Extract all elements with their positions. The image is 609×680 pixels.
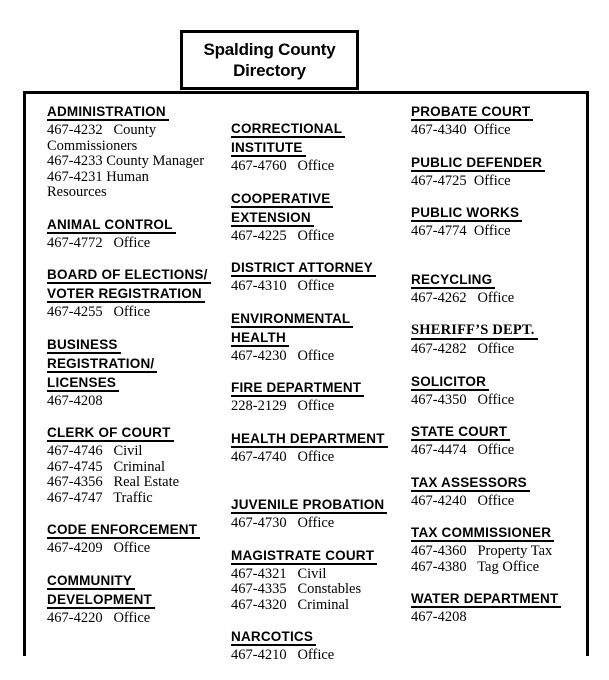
department-heading-line (47, 217, 231, 234)
phone-entry: 467-4746 Civil (47, 443, 143, 459)
department-heading-text: JUVENILE PROBATION (231, 497, 387, 514)
directory-title-line-2: Directory (233, 61, 306, 80)
phone-entry: 467-4282 Office (411, 341, 515, 357)
department-section (411, 104, 589, 139)
phone-entry: 467-4320 Criminal (231, 596, 350, 613)
phone-entry: 467-4210 Office (231, 647, 335, 663)
phone-entry: 467-4745 Criminal (47, 458, 166, 475)
department-section (411, 322, 589, 358)
phone-entry: 467-4208 (47, 392, 103, 409)
phone-entry: 467-4725 Office (411, 172, 511, 189)
department-section (231, 121, 411, 175)
department-section (411, 205, 589, 240)
phone-entry: 467-4310 Office (231, 278, 335, 294)
phone-entry: 467-4340 Office (411, 122, 511, 138)
department-heading-text: LICENSES (47, 375, 119, 392)
phone-entry: 467-4380 Tag Office (411, 558, 540, 575)
department-heading-text: CLERK OF COURT (47, 425, 174, 442)
phone-entry: 467-4225 Office (231, 227, 335, 244)
department-heading-text: REGISTRATION/ (47, 356, 157, 373)
department-heading-text: STATE COURT (411, 424, 510, 441)
department-heading-line (231, 311, 411, 328)
department-heading-line (231, 330, 411, 347)
phone-entry: 467-4231 Human (47, 168, 149, 185)
department-section (47, 104, 231, 201)
phone-entry: 467-4255 Office (47, 304, 151, 320)
department-heading-text: SHERIFF’S DEPT. (411, 323, 538, 340)
department-heading-line (47, 592, 231, 609)
phone-entry: 467-4740 Office (231, 448, 335, 465)
department-heading-line (411, 374, 589, 391)
department-heading-line (231, 121, 411, 138)
department-section (47, 267, 231, 321)
phone-entry: 467-4220 Office (47, 609, 151, 626)
phone-entry: 467-4760 Office (231, 158, 335, 174)
department-heading-text: TAX ASSESSORS (411, 475, 530, 492)
department-heading-line (411, 155, 589, 172)
department-heading-text: WATER DEPARTMENT (411, 591, 561, 608)
department-section (47, 522, 231, 557)
department-heading-line (411, 205, 589, 222)
directory-listing-box (23, 91, 589, 663)
phone-entry: 467-4232 County (47, 122, 157, 138)
phone-entry: 467-4774 Office (411, 223, 511, 239)
department-section (411, 155, 589, 190)
department-heading-line (231, 210, 411, 227)
department-heading-text: TAX COMMISSIONER (411, 525, 554, 542)
department-heading-line (411, 591, 589, 608)
department-section (231, 548, 411, 614)
department-heading-text: SOLICITOR (411, 374, 489, 391)
department-section (231, 497, 411, 532)
department-heading-text: FIRE DEPARTMENT (231, 380, 364, 397)
department-section (411, 475, 589, 510)
phone-entry: 228-2129 Office (231, 398, 335, 414)
department-section (47, 217, 231, 252)
phone-entry: 467-4209 Office (47, 540, 151, 556)
phone-entry: 467-4240 Office (411, 492, 515, 509)
directory-column-2 (231, 94, 411, 680)
department-heading-text: BUSINESS (47, 337, 121, 354)
department-section (231, 311, 411, 365)
department-heading-text: RECYCLING (411, 272, 495, 289)
department-section (231, 191, 411, 245)
department-heading-line (411, 475, 589, 492)
department-heading-text: INSTITUTE (231, 140, 306, 157)
department-heading-line (231, 260, 411, 277)
department-heading-line (231, 431, 411, 448)
department-heading-text: NARCOTICS (231, 629, 316, 646)
department-heading-text: VOTER REGISTRATION (47, 286, 205, 303)
department-section (411, 272, 589, 307)
department-section (47, 573, 231, 627)
directory-column-1 (47, 94, 231, 642)
phone-entry: 467-4360 Property Tax (411, 543, 553, 559)
department-heading-text: HEALTH DEPARTMENT (231, 431, 388, 448)
department-heading-line (231, 497, 411, 514)
department-heading-text: PUBLIC WORKS (411, 205, 522, 222)
department-heading-line (47, 573, 231, 590)
department-heading-text: COOPERATIVE (231, 191, 333, 208)
department-heading-text: CORRECTIONAL (231, 121, 345, 138)
department-heading-text: EXTENSION (231, 210, 314, 227)
department-heading-text: ANIMAL CONTROL (47, 217, 176, 234)
department-heading-text: BOARD OF ELECTIONS/ (47, 267, 211, 284)
department-section (231, 260, 411, 295)
department-section (231, 629, 411, 664)
department-heading-line (411, 525, 589, 542)
department-heading-line (411, 272, 589, 289)
department-heading-line (231, 140, 411, 157)
phone-entry: 467-4474 Office (411, 442, 515, 458)
directory-title-line-1: Spalding County (203, 40, 336, 59)
directory-title-box (180, 30, 359, 90)
department-heading-line (411, 322, 589, 340)
department-heading-line (47, 104, 231, 121)
phone-entry: 467-4356 Real Estate (47, 474, 180, 490)
department-heading-text: COMMUNITY (47, 573, 135, 590)
department-section (411, 424, 589, 459)
department-section (411, 374, 589, 409)
department-heading-text: PROBATE COURT (411, 104, 533, 121)
department-heading-line (47, 286, 231, 303)
department-heading-text: DISTRICT ATTORNEY (231, 260, 376, 277)
department-heading-text: DEVELOPMENT (47, 592, 155, 609)
phone-entry: 467-4321 Civil (231, 565, 327, 582)
department-heading-line (47, 356, 231, 373)
department-heading-line (231, 191, 411, 208)
department-heading-line (47, 267, 231, 284)
phone-entry: 467-4262 Office (411, 289, 515, 306)
department-heading-text: HEALTH (231, 330, 289, 347)
department-section (47, 425, 231, 506)
department-section (231, 431, 411, 466)
department-heading-text: MAGISTRATE COURT (231, 548, 377, 565)
department-heading-line (47, 337, 231, 354)
phone-entry: 467-4208 (411, 609, 467, 625)
department-heading-line (47, 375, 231, 392)
phone-entry: 467-4233 County Manager (47, 153, 205, 169)
department-section (231, 380, 411, 415)
department-section (47, 337, 231, 410)
phone-entry: 467-4350 Office (411, 391, 515, 408)
department-heading-line (231, 548, 411, 565)
department-heading-text: ENVIRONMENTAL (231, 311, 353, 328)
department-heading-text: CODE ENFORCEMENT (47, 522, 200, 539)
department-heading-line (47, 522, 231, 539)
phone-entry: 467-4747 Traffic (47, 489, 153, 506)
phone-entry: 467-4230 Office (231, 347, 335, 364)
department-heading-line (411, 424, 589, 441)
department-heading-text: PUBLIC DEFENDER (411, 155, 545, 172)
phone-entry: 467-4772 Office (47, 234, 151, 251)
department-heading-text: ADMINISTRATION (47, 104, 169, 121)
directory-column-3 (411, 94, 589, 642)
department-heading-line (231, 380, 411, 397)
phone-entry: 467-4730 Office (231, 515, 335, 531)
phone-entry: Resources (47, 184, 107, 200)
phone-entry: Commissioners (47, 137, 138, 154)
department-heading-line (47, 425, 231, 442)
department-section (411, 591, 589, 626)
department-heading-line (411, 104, 589, 121)
department-section (411, 525, 589, 575)
department-heading-line (231, 629, 411, 646)
phone-entry: 467-4335 Constables (231, 581, 362, 597)
